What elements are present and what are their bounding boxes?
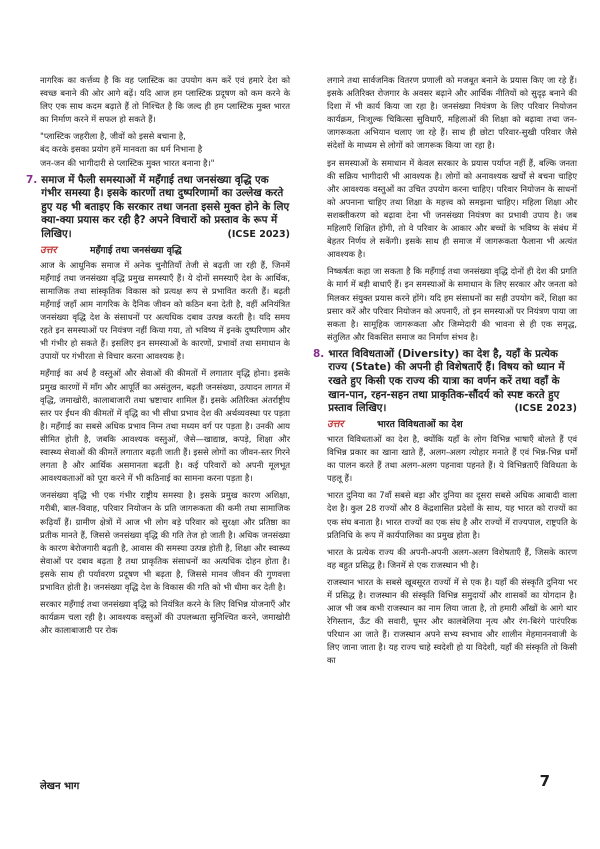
intro-paragraph: नागरिक का कर्त्तव्य है कि वह प्लास्टिक का उपयोग कम करें एवं हमारे देश को स्वच्छ बनाने की ओर आगे बढ़ें। यदि आज हम प्लास्टिक प्रदूषण को कम करने के लिए एक साथ कदम बढ़ाते हैं तो निश्चित है कि जल्द ही हम प्लास्टिक मुक्त भारत का निर्माण करने में सफल हो सकते हैं। — [40, 75, 290, 125]
paragraph: राजस्थान भारत के सबसे खूबसूरत राज्यों में से एक है। यहाँ की संस्कृति दुनिया भर में प्रसिद्ध है। राजस्थान की संस्कृति विभिन्न समुदायों और शासकों का योगदान है। आज भी जब कभी राजस्थान का नाम लिया जाता है, तो हमारी आँखों के आगे थार रेगिस्तान, ऊँट की सवारी, घूमर और कालबेलिया नृत्य और रंग-बिरंगे पारंपरिक परिधान आ जाते हैं। राजस्थान अपने सभ्य स्वभाव और शालीन मेहमाननवाजी के लिए जाना जाता है। यह राज्य चाहे स्वदेशी हो या विदेशी, यहाँ की संस्कृति तो किसी का — [327, 576, 577, 666]
question-8 — [313, 347, 577, 416]
answer-heading — [327, 418, 577, 431]
poem — [40, 130, 290, 169]
answer-label: उत्तर — [40, 244, 57, 256]
left-column — [26, 74, 290, 641]
paragraph: भारत दुनिया का 7वाँ सबसे बड़ा और दुनिया का दूसरा सबसे अधिक आबादी वाला देश है। कुल 28 राज्यों और 8 केंद्रशासित प्रदेशों के साथ, यह भारत को राज्यों का एक संघ बनाता है। भारत राज्यों का एक संघ है और राज्यों में राज्यपाल, राष्ट्रपति के प्रतिनिधि के रूप में कार्यपालिका का प्रमुख होता है। — [327, 490, 577, 540]
question-body: भारत विविधताओं (Diversity) का देश है, यहाँ के प्रत्येक राज्य (State) की अपनी ही विशेषताएँ हैं। विषय को ध्यान में रखते हुए किसी एक राज्य की यात्रा का वर्णन करें तथा वहाँ के खान-पान, रहन-सहन तथा प्राकृतिक-सौंदर्य को स्पष्ट करते हुए प्रस्ताव लिखिए। — [328, 347, 565, 415]
right-column — [313, 74, 577, 672]
answer-title: भारत विविधताओं का देश — [377, 418, 463, 430]
poem-line: बंद करके इसका प्रयोग हमें मानवता का धर्म निभाना है — [40, 144, 203, 155]
question-7 — [26, 173, 290, 242]
poem-line: जन-जन की भागीदारी से प्लास्टिक मुक्त भारत बनाना है।" — [40, 157, 215, 168]
paragraph: भारत के प्रत्येक राज्य की अपनी-अपनी अलग-अलग विशेषताएँ हैं, जिसके कारण वह बहुत प्रसिद्ध है। जिनमें से एक राजस्थान भी है। — [327, 546, 577, 570]
question-text — [41, 174, 290, 242]
question-number: 7. — [26, 173, 38, 186]
question-text — [328, 348, 577, 416]
paragraph: सरकार महँगाई तथा जनसंख्या वृद्धि को नियंत्रित करने के लिए विभिन्न योजनाएँ और कार्यक्रम चला रही है। आवश्यक वस्तुओं की उपलब्धता सुनिश्चित करने, जमाखोरी और कालाबाजारी पर रोक — [40, 599, 290, 636]
question-number: 8. — [313, 347, 325, 360]
footer-section-label: लेखन भाग — [40, 781, 80, 792]
paragraph: भारत विविधताओं का देश है, क्योंकि यहाँ के लोग विभिन्न भाषाएँ बोलते हैं एवं विभिन्न प्रकार का खाना खाते हैं, अलग-अलग त्योहार मनाते हैं एवं भिन्न-भिन्न धर्मों का पालन करते हैं तथा अलग-अलग पहनावा पहनते हैं। ये विभिन्नताएँ विविधता के पहलू हैं। — [327, 433, 577, 484]
paragraph: निष्कर्षतः कहा जा सकता है कि महँगाई तथा जनसंख्या वृद्धि दोनों ही देश की प्रगति के मार्ग में बड़ी बाधाएँ हैं। इन समस्याओं के समाधान के लिए सरकार और जनता को मिलकर संयुक्त प्रयास करने होंगे। यदि हम संसाधनों का सही उपयोग करें, शिक्षा का प्रसार करें और परिवार नियोजन को अपनाएँ, तो इन समस्याओं पर नियंत्रण पाया जा सकता है। सामूहिक जागरूकता और जिम्मेदारी की भावना से ही एक समृद्ध, संतुलित और विकसित समाज का निर्माण संभव है। — [327, 266, 577, 342]
paragraph: लगाने तथा सार्वजनिक वितरण प्रणाली को मजबूत बनाने के प्रयास किए जा रहे हैं। इसके अतिरिक्त रोजगार के अवसर बढ़ाने और आर्थिक नीतियों को सुदृढ़ बनाने की दिशा में भी कार्य किया जा रहा है। जनसंख्या नियंत्रण के लिए परिवार नियोजन कार्यक्रम, निःशुल्क चिकित्सा सुविधाएँ, महिलाओं की शिक्षा को बढ़ावा तथा जन-जागरूकता अभियान चलाए जा रहे हैं। साथ ही छोटा परिवार-सुखी परिवार जैसे संदेशों के माध्यम से लोगों को जागरूक किया जा रहा है। — [327, 75, 577, 151]
answer-heading — [40, 244, 290, 257]
answer-label: उत्तर — [327, 418, 344, 430]
paragraph: आज के आधुनिक समाज में अनेक चुनौतियाँ तेजी से बढ़ती जा रही हैं, जिनमें महँगाई तथा जनसंख्या वृद्धि प्रमुख समस्याएँ हैं। ये दोनों समस्याएँ देश के आर्थिक, सामाजिक तथा सांस्कृतिक विकास को प्रत्यक्ष रूप से प्रभावित करती हैं। बढ़ती महँगाई जहाँ आम नागरिक के दैनिक जीवन को कठिन बना देती है, वहीं अनियंत्रित जनसंख्या वृद्धि देश के संसाधनों पर अत्यधिक दबाव उत्पन्न करती है। यदि समय रहते इन समस्याओं पर नियंत्रण नहीं किया गया, तो भविष्य में इनके दुष्परिणाम और भी गंभीर हो सकते हैं। इसलिए इन समस्याओं के कारणों, प्रभावों तथा समाधान के उपायों पर गंभीरता से विचार करना आवश्यक है। — [40, 259, 290, 362]
exam-tag: (ICSE 2023) — [227, 229, 290, 241]
page-number: 7 — [539, 772, 550, 790]
paragraph: जनसंख्या वृद्धि भी एक गंभीर राष्ट्रीय समस्या है। इसके प्रमुख कारण अशिक्षा, गरीबी, बाल-विवाह, परिवार नियोजन के प्रति जागरूकता की कमी तथा सामाजिक रूढ़ियाँ हैं। ग्रामीण क्षेत्रों में आज भी लोग बड़े परिवार को सुरक्षा और प्रतिष्ठा का प्रतीक मानते हैं, जिससे जनसंख्या वृद्धि की गति तेज हो जाती है। अधिक जनसंख्या के कारण बेरोजगारी बढ़ती है, आवास की समस्या उत्पन्न होती है, शिक्षा और स्वास्थ्य सेवाओं पर दबाव बढ़ता है तथा प्राकृतिक संसाधनों का अत्यधिक दोहन होता है। इसके साथ ही पर्यावरण प्रदूषण भी बढ़ता है, जिससे मानव जीवन की गुणवत्ता प्रभावित होती है। जनसंख्या वृद्धि देश के विकास की गति को भी धीमा कर देती है। — [40, 490, 290, 592]
poem-line: "प्लास्टिक जहरीला है, जीवों को इससे बचाना है, — [40, 131, 186, 142]
exam-tag: (ICSE 2023) — [514, 403, 577, 415]
answer-title: महँगाई तथा जनसंख्या वृद्धि — [90, 244, 182, 256]
paragraph: इन समस्याओं के समाधान में केवल सरकार के प्रयास पर्याप्त नहीं हैं, बल्कि जनता की सक्रिय भागीदारी भी आवश्यक है। लोगों को अनावश्यक खर्चों से बचना चाहिए और आवश्यक वस्तुओं का उचित उपयोग करना चाहिए। परिवार नियोजन के साधनों को अपनाना चाहिए तथा शिक्षा के महत्त्व को समझना चाहिए। महिला शिक्षा और सशक्तीकरण को बढ़ावा देना भी जनसंख्या नियंत्रण का प्रभावी उपाय है। जब महिलाएँ शिक्षित होंगी, तो वे परिवार के आकार और बच्चों के भविष्य के संबंध में बेहतर निर्णय ले सकेंगी। इसके साथ ही समाज में जागरूकता फैलाना भी अत्यंत आवश्यक है। — [327, 157, 577, 260]
paragraph: महँगाई का अर्थ है वस्तुओं और सेवाओं की कीमतों में लगातार वृद्धि होना। इसके प्रमुख कारणों में माँग और आपूर्ति का असंतुलन, बढ़ती जनसंख्या, उत्पादन लागत में वृद्धि, जमाखोरी, कालाबाजारी तथा भ्रष्टाचार शामिल हैं। इसके अतिरिक्त अंतर्राष्ट्रीय स्तर पर ईंधन की कीमतों में वृद्धि का भी सीधा प्रभाव देश की अर्थव्यवस्था पर पड़ता है। महँगाई का सबसे अधिक प्रभाव निम्न तथा मध्यम वर्ग पर पड़ता है। उनकी आय सीमित होती है, जबकि आवश्यक वस्तुओं, जैसे—खाद्यान्न, कपड़े, शिक्षा और स्वास्थ्य सेवाओं की कीमतें लगातार बढ़ती जाती हैं। इससे लोगों का जीवन-स्तर गिरने लगता है और आर्थिक असमानता बढ़ती है। कई परिवारों को अपनी मूलभूत आवश्यकताओं को पूरा करने में भी कठिनाई का सामना करना पड़ता है। — [40, 368, 290, 484]
question-body: समाज में फैली समस्याओं में महँगाई तथा जनसंख्या वृद्धि एक गंभीर समस्या है। इसके कारणों तथा दुष्परिणामों का उल्लेख करते हुए यह भी बताइए कि सरकार तथा जनता इससे मुक्त होने के लिए क्या-क्या प्रयास कर रही है? अपने विचारों को प्रस्ताव के रूप में लिखिए। — [41, 173, 290, 241]
